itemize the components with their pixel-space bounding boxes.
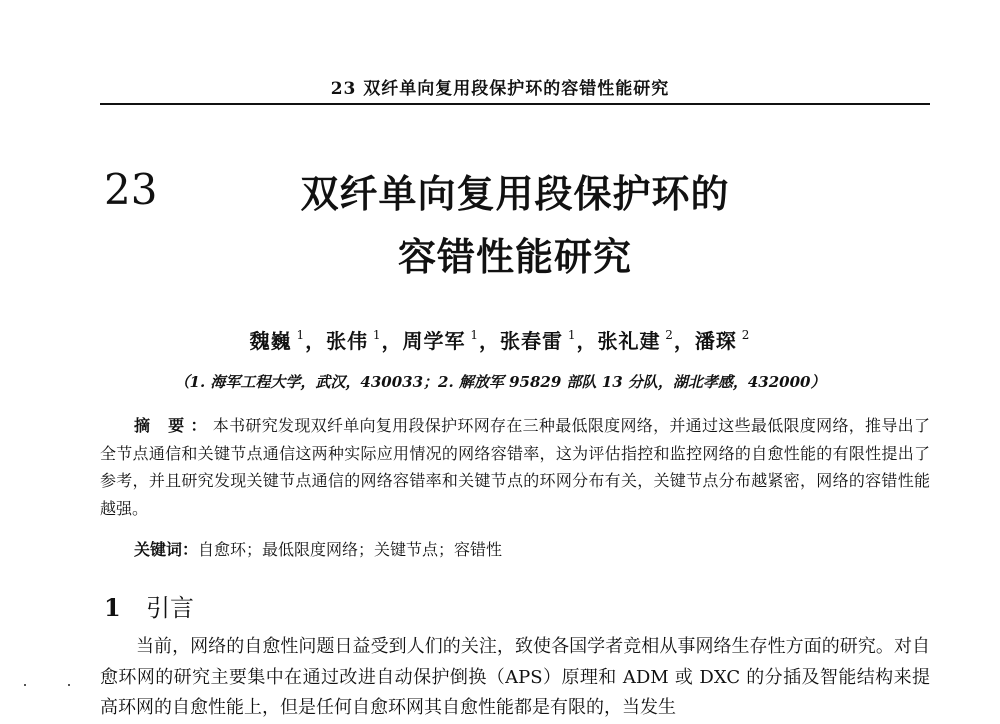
title-line-2: 容错性能研究: [397, 234, 632, 279]
author-name: 魏巍: [249, 329, 292, 353]
author-name: 周学军: [402, 329, 466, 353]
author-separator: ，: [479, 329, 500, 353]
intro-paragraph: 当前，网络的自愈性问题日益受到人们的关注，致使各国学者竞相从事网络生存性方面的研究。对自愈环网的研究主要集中在通过改进自动保护倒换（APS）原理和 ADM 或 DXC 的分插及智能结构来提高环网的自愈性能上，但是任何自愈环网其自愈性能都是有限的，当发生: [100, 636, 930, 718]
author-separator: ，: [381, 329, 403, 353]
author-affiliation-mark: 1: [465, 328, 479, 342]
keywords-label: 关键词：: [134, 540, 199, 559]
section-title: 引言: [146, 594, 194, 622]
margin-mark: [24, 684, 26, 686]
keywords: [134, 537, 502, 560]
author: [597, 329, 673, 353]
author-affiliation-mark: 1: [368, 328, 382, 342]
title-line-1: 双纤单向复用段保护环的: [300, 171, 730, 216]
author: [326, 329, 381, 353]
author-separator: ，: [576, 329, 598, 353]
abstract: [100, 412, 930, 522]
section-heading: [104, 588, 194, 623]
author-affiliation-mark: 2: [736, 328, 751, 342]
header-rule: [100, 103, 930, 105]
author-separator: ，: [305, 329, 327, 353]
author-name: 张春雷: [500, 329, 563, 353]
chapter-number: 23: [104, 165, 158, 214]
author-list: [0, 325, 1000, 354]
abstract-label: 摘 要：: [134, 416, 213, 435]
section-number: 1: [104, 593, 121, 622]
abstract-text: 本书研究发现双纤单向复用段保护环网存在三种最低限度网络，并通过这些最低限度网络，推导出了全节点通信和关键节点通信这两种实际应用情况的网络容错率，这为评估指控和监控网络的自愈性能的有限性提出了参考，并且研究发现关键节点通信的网络容错率和关键节点的环网分布有关，关键节点分布越紧密，网络的容错性能越强。: [100, 416, 930, 518]
author: [500, 329, 576, 353]
keywords-text: 自愈环；最低限度网络；关键节点；容错性: [198, 540, 503, 559]
author-affiliation-mark: 1: [291, 328, 306, 342]
author-separator: ，: [673, 329, 695, 353]
author-name: 张伟: [326, 329, 369, 353]
running-header: 23 双纤单向复用段保护环的容错性能研究: [330, 79, 670, 99]
author-name: 张礼建: [597, 329, 661, 353]
affiliations: （1. 海军工程大学，武汉，430033；2. 解放军 95829 部队 13 分队，湖北孝感，432000）: [174, 373, 826, 391]
author: [250, 329, 305, 353]
margin-mark: [68, 684, 70, 686]
author-affiliation-mark: 2: [660, 328, 674, 342]
author-name: 潘琛: [694, 329, 737, 353]
author-affiliation-mark: 1: [563, 328, 577, 342]
author: [403, 329, 479, 353]
author: [695, 329, 750, 353]
